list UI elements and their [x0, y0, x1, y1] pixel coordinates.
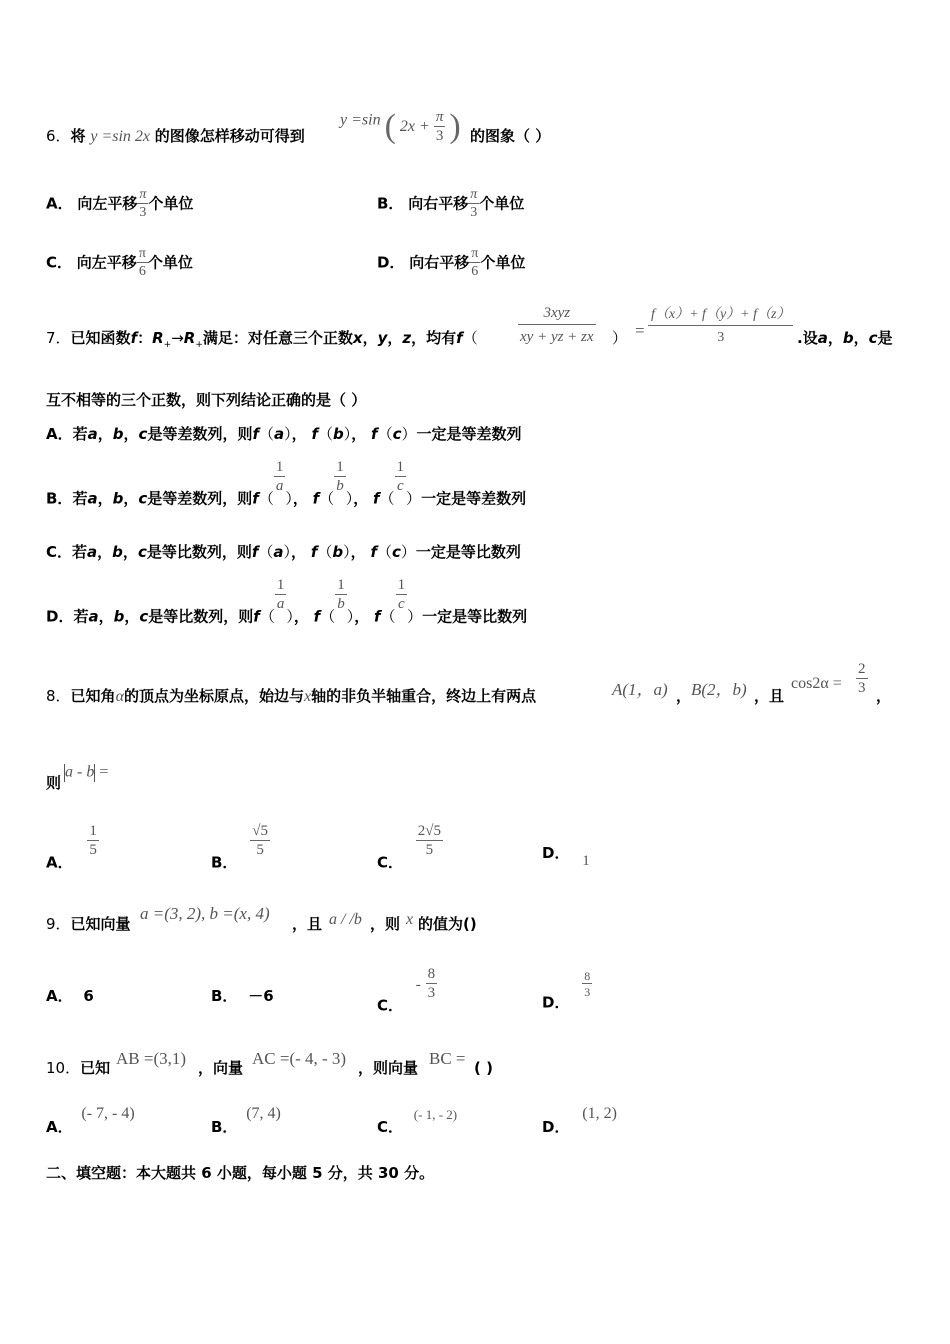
frac-den: 5: [425, 842, 434, 858]
frac-den: 3: [470, 205, 478, 220]
q7-var: a: [817, 329, 828, 347]
q10-ab-value: AB =(3,1): [116, 1049, 187, 1068]
option-text: 若: [73, 607, 89, 626]
var: c: [138, 489, 148, 508]
frac-den: 3: [858, 680, 866, 696]
frac-den: b: [336, 478, 344, 494]
f: f: [312, 489, 320, 508]
q7-rparen: ）: [612, 329, 628, 347]
option-label: D．: [542, 993, 570, 1012]
option-text: 向左平移: [76, 253, 137, 272]
frac-num: π: [435, 109, 444, 125]
rp: ）: [346, 607, 355, 626]
option-text: 一定是等比数列: [422, 607, 528, 626]
option-text: 一定是等差数列: [416, 425, 522, 443]
frac-num: 1: [89, 823, 97, 839]
option-label: B．: [211, 987, 238, 1005]
var: a: [87, 543, 98, 561]
q7-comma: ，: [853, 329, 869, 347]
q9-text: ，则: [370, 915, 401, 933]
q9-parallel: a / /b: [329, 911, 362, 928]
f: f: [310, 543, 318, 561]
rp: ）: [286, 607, 294, 626]
lp: （: [258, 489, 274, 508]
frac-den: b: [337, 596, 345, 612]
q8-fraction-2-3: [856, 662, 868, 696]
rp: ）: [400, 543, 416, 561]
q7-comma: ，: [387, 329, 403, 347]
option-text: 是等差数列，则: [147, 425, 253, 443]
option-value: (- 7, - 4): [81, 1105, 135, 1122]
q10-text: 已知: [80, 1059, 111, 1077]
frac-den: xy + yz + zx: [520, 329, 594, 345]
option-text: 向右平移: [408, 194, 469, 213]
q9-text: 的值为(): [418, 915, 477, 933]
frac-num: 1: [336, 459, 344, 475]
frac-den: 6: [471, 264, 479, 279]
option-text: 个单位: [480, 253, 526, 272]
q7-number: 7．: [46, 329, 71, 347]
var: c: [392, 425, 402, 443]
frac-num: 3xyz: [518, 306, 596, 325]
var: a: [87, 425, 98, 443]
option-text: 个单位: [479, 194, 525, 213]
q7-codomain: R: [183, 329, 196, 347]
var: c: [137, 543, 147, 561]
q7-fraction-right: [648, 308, 793, 345]
option-text: 一定是等比数列: [415, 543, 521, 561]
sep: ，: [97, 543, 113, 561]
q9-option-c[interactable]: [377, 967, 437, 1014]
q7-var: b: [842, 329, 854, 347]
option-value: (- 1, - 2): [413, 1107, 458, 1122]
fraction-1-c: [395, 460, 407, 494]
q10-stem: [46, 1061, 110, 1076]
section-2-heading: 二、填空题：本大题共 6 小题，每小题 5 分，共 30 分。: [46, 1164, 435, 1182]
q7-stem: [46, 331, 478, 350]
option-fraction: [582, 970, 592, 998]
q9-option-a[interactable]: [46, 989, 94, 1004]
q7-comma: ，: [362, 329, 378, 347]
q10-text: ( ): [474, 1059, 493, 1077]
rp: ）: [285, 489, 293, 508]
q7-stem-line2: 互不相等的三个正数，则下列结论正确的是（ ）: [46, 391, 367, 409]
frac-den: a: [276, 596, 285, 612]
q8-option-b[interactable]: [211, 824, 270, 871]
q8-option-a[interactable]: [46, 824, 99, 871]
q6-option-b[interactable]: [377, 188, 524, 220]
var: b: [112, 489, 124, 508]
option-fraction: [468, 188, 479, 220]
option-label: C．: [46, 253, 73, 272]
q9-number: 9．: [46, 915, 71, 933]
lp: （: [259, 607, 275, 626]
lp: （: [377, 425, 393, 443]
q8-eq: =: [99, 763, 109, 781]
q8-abs-expr: [64, 764, 108, 782]
frac-den: a: [275, 478, 284, 494]
lp: （: [258, 543, 274, 561]
q7-fraction-left: [518, 306, 596, 345]
frac-den: 3: [427, 985, 436, 1001]
f: f: [373, 489, 380, 508]
sep: ，: [353, 489, 369, 508]
frac-num: 1: [396, 459, 405, 475]
var: b: [332, 543, 344, 561]
sep: ，: [123, 425, 139, 443]
q7-text: .设: [797, 329, 818, 347]
q6-tail: 的图象（ ）: [470, 127, 551, 145]
q7-option-c[interactable]: [46, 545, 521, 560]
frac-num: π: [470, 187, 478, 202]
frac-den: 5: [89, 842, 97, 858]
option-label: B．: [46, 489, 73, 508]
q6-math-sin: y =sin: [340, 111, 381, 129]
option-label: C．: [377, 853, 404, 872]
option-label: B．: [211, 853, 238, 872]
option-fraction: [416, 824, 443, 858]
option-text: 若: [72, 489, 88, 508]
frac-num: 1: [397, 577, 406, 593]
sep: ，: [123, 489, 139, 508]
rp: ）: [343, 425, 352, 443]
var: b: [332, 425, 344, 443]
q8-point-a: A(1，a): [612, 680, 668, 699]
frac-den: 3: [584, 985, 591, 999]
q8-number: 8．: [46, 687, 71, 705]
q10-ab: [116, 1050, 186, 1067]
rp: ）: [345, 489, 354, 508]
q8-x: x: [303, 688, 312, 705]
lp: （: [317, 543, 333, 561]
var: c: [139, 607, 149, 626]
option-fraction: [137, 188, 148, 220]
f: f: [313, 607, 321, 626]
option-label: D．: [377, 253, 405, 272]
q7-f: f: [130, 329, 138, 347]
sep: ，: [292, 489, 308, 508]
option-fraction: [137, 247, 148, 279]
option-text: 向右平移: [409, 253, 470, 272]
q8-alpha: α: [115, 688, 124, 705]
q8-comma: ，: [676, 687, 692, 705]
q9-option-b[interactable]: [211, 989, 274, 1004]
q7-arrow: →: [171, 329, 184, 347]
frac-num: 8: [427, 966, 436, 982]
option-value: 6: [83, 987, 94, 1005]
option-text: 若: [72, 543, 88, 561]
q10-text: ，则向量: [358, 1059, 419, 1077]
f: f: [251, 543, 259, 561]
f: f: [371, 425, 378, 443]
frac-num: 2: [858, 661, 866, 677]
option-fraction: [250, 824, 270, 858]
q10-option-d[interactable]: [542, 1105, 617, 1136]
q7-equals: =: [635, 321, 645, 340]
rp: ）: [283, 543, 292, 561]
option-label: C．: [46, 543, 73, 561]
option-text: 若: [72, 425, 88, 443]
q6-stem: [46, 129, 305, 145]
q7-text: 是: [877, 329, 893, 347]
q6-option-c[interactable]: [46, 247, 193, 279]
frac-num: 1: [337, 577, 345, 593]
f: f: [252, 425, 259, 443]
q9-vectors: a =(3, 2), b =(x, 4): [140, 904, 270, 923]
frac-den: 6: [138, 264, 146, 279]
q6-option-d[interactable]: [377, 247, 525, 279]
frac-num: f（x）+ f（y）+ f（z）: [648, 308, 793, 326]
q7-var: c: [868, 329, 878, 347]
fraction-1-b: [335, 578, 347, 612]
option-fraction: [426, 967, 438, 1001]
option-label: A．: [46, 987, 73, 1005]
q10-option-b[interactable]: [211, 1105, 281, 1136]
lp: （: [376, 543, 392, 561]
frac-num: π: [471, 246, 479, 261]
option-label: A．: [46, 853, 73, 872]
q6-math-2x: 2x +: [399, 117, 430, 135]
sep: ，: [122, 543, 138, 561]
q6-target-function: y =sin ( 2x + $\frac{\pi}{3}$ ): [340, 108, 461, 145]
option-sign: -: [415, 976, 421, 993]
option-value: (7, 4): [246, 1105, 281, 1122]
q9-x: x: [406, 911, 414, 928]
sep: ，: [291, 425, 307, 443]
var: a: [88, 607, 99, 626]
option-text: 一定是等差数列: [421, 489, 527, 508]
lp: （: [379, 489, 395, 508]
frac-den: 3: [717, 330, 725, 345]
q7-option-d[interactable]: [46, 578, 527, 625]
q8-abs-inner: a - b: [65, 763, 95, 781]
var: b: [112, 425, 124, 443]
q9-text: ，且: [292, 915, 323, 933]
frac-num: √5: [252, 823, 268, 839]
q8-cos2a: cos2α =: [791, 675, 842, 692]
option-value: －6: [248, 987, 274, 1005]
sep: ，: [124, 607, 140, 626]
q6-text: 将: [70, 127, 86, 145]
var: c: [138, 425, 148, 443]
q7-var: x: [352, 329, 363, 347]
q7-text: 满足：对任意三个正数: [202, 329, 353, 347]
q7-sub: +: [195, 340, 203, 350]
q7-option-b[interactable]: [46, 460, 526, 507]
rp: ）: [407, 607, 423, 626]
option-label: D．: [542, 1118, 570, 1136]
q10-text: ，向量: [198, 1059, 244, 1077]
option-label: A．: [46, 194, 73, 213]
option-label: D．: [542, 844, 570, 862]
q6-option-a[interactable]: [46, 188, 193, 220]
q7-text: ，均有: [411, 329, 457, 347]
frac-num: 8: [584, 969, 591, 983]
option-label: A．: [46, 425, 73, 443]
q8-then: 则: [46, 774, 62, 792]
fraction-1-a: [275, 578, 287, 612]
q8-text: 轴的非负半轴重合，终边上有两点: [311, 687, 537, 705]
frac-den: c: [397, 596, 405, 612]
var: a: [87, 489, 98, 508]
frac-den: c: [396, 478, 404, 494]
option-text: 是等差数列，则: [147, 489, 253, 508]
frac-den: 5: [256, 842, 264, 858]
option-label: D．: [46, 607, 74, 626]
q8-text: ，且: [754, 687, 785, 705]
frac-den: 3: [435, 128, 444, 144]
option-text: 是等比数列，则: [148, 607, 254, 626]
q7-text: 已知函数: [70, 329, 131, 347]
sep: ，: [97, 425, 113, 443]
lp: （: [380, 607, 396, 626]
q7-stem-tail: [797, 331, 893, 346]
sep: ，: [350, 543, 366, 561]
f: f: [253, 607, 260, 626]
option-label: C．: [377, 1118, 404, 1136]
option-text: 个单位: [148, 194, 194, 213]
rp: ）: [401, 425, 417, 443]
f: f: [370, 543, 377, 561]
f: f: [252, 489, 259, 508]
q7-domain: R: [152, 329, 164, 347]
lp: （: [258, 425, 274, 443]
q8-point-b: B(2，b): [691, 680, 747, 699]
frac-num: π: [139, 187, 147, 202]
rp: ）: [343, 543, 351, 561]
fraction-1-a: [274, 460, 286, 494]
sep: ，: [97, 489, 113, 508]
q7-option-a[interactable]: [46, 427, 522, 442]
q9-option-d[interactable]: [542, 970, 592, 1011]
q7-lparen: （: [462, 329, 478, 347]
f: f: [311, 425, 318, 443]
option-text: 个单位: [147, 253, 193, 272]
q8-text: 已知角: [70, 687, 116, 705]
option-fraction: [469, 247, 480, 279]
option-label: C．: [377, 996, 404, 1015]
lp: （: [319, 489, 335, 508]
var: b: [113, 607, 125, 626]
q8-option-c[interactable]: [377, 824, 443, 871]
q10-number: 10．: [46, 1059, 81, 1077]
var: b: [112, 543, 123, 561]
q10-ac: AC =(- 4, - 3): [252, 1049, 347, 1068]
lp: （: [317, 425, 333, 443]
option-label: B．: [211, 1118, 238, 1136]
sep: ，: [351, 425, 367, 443]
var: c: [392, 543, 401, 561]
q8-comma: ，: [876, 687, 892, 705]
var: a: [273, 543, 284, 561]
q8-ask: [46, 776, 61, 791]
sep: ，: [354, 607, 370, 626]
q8-option-d[interactable]: [542, 844, 590, 869]
rp: ）: [406, 489, 422, 508]
q8-stem: [46, 689, 536, 705]
option-text: 是等比数列，则: [146, 543, 252, 561]
option-label: A．: [46, 1118, 73, 1136]
q7-var: y: [377, 329, 388, 347]
q6-fraction-pi-3: [434, 110, 446, 144]
q10-option-a[interactable]: [46, 1105, 135, 1136]
fraction-1-b: [334, 460, 346, 494]
frac-num: 2√5: [417, 823, 442, 839]
option-value: (1, 2): [582, 1105, 617, 1122]
q7-var: z: [402, 329, 412, 347]
sep: ，: [293, 607, 309, 626]
frac-num: 1: [276, 577, 285, 593]
q8-text: 的顶点为坐标原点，始边与: [123, 687, 304, 705]
q6-number: 6．: [46, 127, 71, 145]
q7-text: ：: [137, 329, 153, 347]
rp: ）: [284, 425, 292, 443]
q9-stem: [46, 917, 131, 932]
option-value: 1: [582, 853, 590, 869]
q6-math-sin2x: y =sin 2x: [90, 128, 151, 145]
frac-num: π: [138, 246, 146, 261]
q6-text: 的图像怎样移动可得到: [154, 127, 305, 145]
q10-bc: BC =: [429, 1049, 466, 1068]
f: f: [374, 607, 381, 626]
sep: ，: [291, 543, 307, 561]
var: a: [274, 425, 285, 443]
q7-comma: ，: [827, 329, 843, 347]
lp: （: [320, 607, 336, 626]
option-text: 向左平移: [77, 194, 138, 213]
q7-f: f: [456, 329, 463, 347]
q7-sub: +: [163, 340, 172, 350]
q9-text: 已知向量: [70, 915, 131, 933]
option-fraction: [87, 824, 99, 858]
frac-den: 3: [139, 205, 147, 220]
q10-option-c[interactable]: [377, 1107, 458, 1136]
frac-num: 1: [275, 459, 284, 475]
option-label: B．: [377, 194, 404, 213]
fraction-1-c: [396, 578, 408, 612]
sep: ，: [98, 607, 114, 626]
